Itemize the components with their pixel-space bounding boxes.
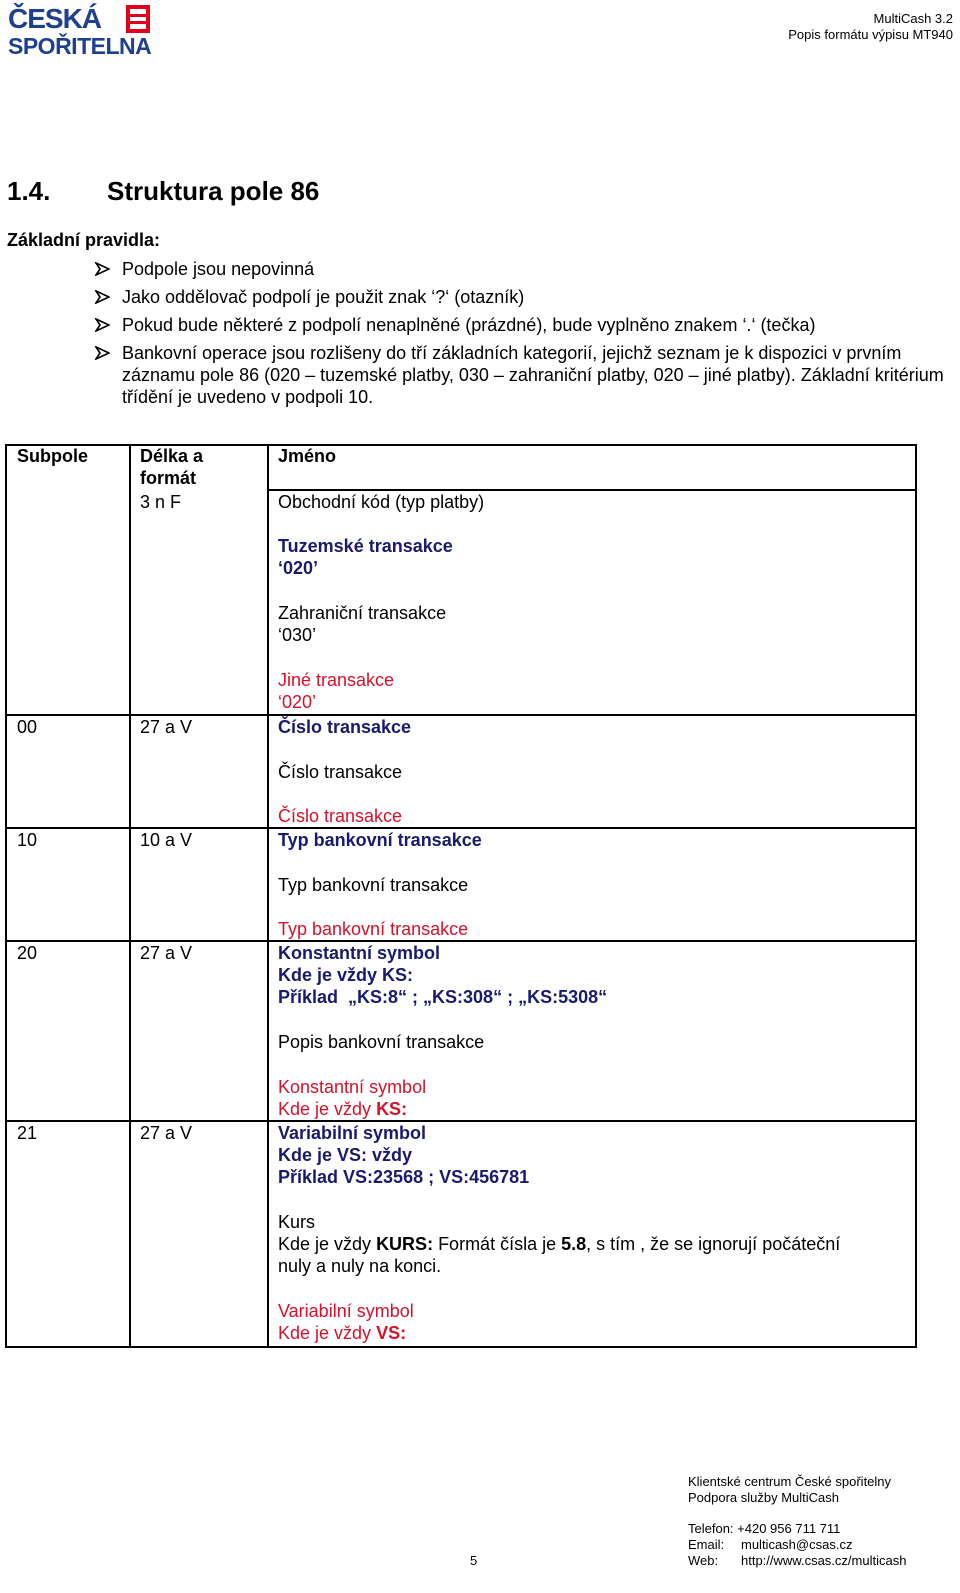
row3-jine-line2 (278, 1098, 407, 1120)
footer-email-row (688, 1537, 853, 1553)
row0-zahranicni-code: ‘030’ (278, 625, 317, 645)
row0-jine-code: ‘020’ (278, 692, 317, 712)
row0-zahranicni-label: Zahraniční transakce (278, 603, 447, 623)
footer-org-line2: Podpora služby MultiCash (688, 1490, 840, 1505)
header-jmeno: Jméno (278, 446, 337, 466)
footer-web-label: Web: (688, 1553, 719, 1568)
row4-tuzemske-line1: Variabilní symbol (278, 1123, 427, 1143)
row3-tuzemske-line2: Kde je vždy KS: (278, 965, 414, 985)
section-number: 1.4. (7, 176, 51, 206)
text-run: Formát čísla je (433, 1234, 562, 1254)
text-run-bold: KS: (376, 1099, 408, 1119)
text-run: Kde je vždy (278, 1234, 377, 1254)
text-run-bold: VS: (376, 1323, 407, 1343)
document-header-info (788, 11, 953, 43)
table-border (5, 444, 7, 1348)
row2-tuzemske: Typ bankovní transakce (278, 830, 482, 850)
row4-tuzemske-line3: Příklad VS:23568 ; VS:456781 (278, 1167, 530, 1187)
rule-item (95, 286, 945, 308)
footer-phone: Telefon: +420 956 711 711 (688, 1521, 841, 1536)
table-border (267, 444, 269, 1348)
header-subpole: Subpole (17, 446, 88, 466)
row4-zahranicni-line2 (278, 1233, 840, 1255)
row4-subpole: 21 (17, 1123, 38, 1143)
row4-jine-line2 (278, 1322, 406, 1344)
row3-jine-line1: Konstantní symbol (278, 1077, 427, 1097)
table-border (129, 444, 131, 1348)
footer-email-label: Email: (688, 1537, 725, 1552)
row3-zahranicni: Popis bankovní transakce (278, 1032, 485, 1052)
row1-subpole: 00 (17, 717, 38, 737)
header-delka-line2: formát (140, 468, 197, 488)
row0-name: Obchodní kód (typ platby) (278, 492, 485, 512)
arrow-bullet-icon (95, 346, 110, 360)
header-delka-line1: Délka a (140, 446, 204, 466)
rules-heading: Základní pravidla: (7, 230, 161, 250)
product-name: MultiCash 3.2 (873, 11, 953, 26)
arrow-bullet-icon (95, 290, 110, 304)
footer-web-link[interactable]: http://www.csas.cz/multicash (741, 1553, 907, 1568)
document-title: Popis formátu výpisu MT940 (788, 27, 953, 42)
ceska-sporitelna-logo (8, 3, 152, 61)
rule-text: Podpole jsou nepovinná (122, 259, 315, 279)
row2-delka: 10 a V (140, 830, 193, 850)
row4-jine-line1: Variabilní symbol (278, 1301, 414, 1321)
row4-tuzemske-line2: Kde je VS: vždy (278, 1145, 413, 1165)
footer-organization (688, 1474, 891, 1506)
subfield-table (5, 444, 917, 1348)
text-run: Kde je vždy (278, 1099, 377, 1119)
footer-contacts (688, 1521, 907, 1569)
text-run-bold: 5.8 (561, 1234, 587, 1254)
rules-list (95, 258, 945, 414)
row2-zahranicni: Typ bankovní transakce (278, 875, 469, 895)
table-border (915, 444, 917, 1348)
row1-zahranicni: Číslo transakce (278, 762, 403, 782)
bank-emblem-icon (126, 5, 150, 33)
logo-line-2: SPOŘITELNA (8, 33, 152, 59)
rule-text: Bankovní operace jsou rozlišeny do tří základních kategorií, jejichž seznam je k dispozici v prvním záznamu pole 86 (020 – tuzemské platby, 030 – zahraniční platby, 020 – jiné platby). Základní kritérium třídění je uvedeno v podpoli 10. (122, 343, 944, 407)
rule-item (95, 314, 945, 336)
row1-tuzemske: Číslo transakce (278, 717, 412, 737)
row2-jine: Typ bankovní transakce (278, 919, 469, 939)
section-title: Struktura pole 86 (107, 176, 320, 206)
row4-zahranicni-line3: nuly a nuly na konci. (278, 1256, 442, 1276)
row1-jine: Číslo transakce (278, 806, 403, 826)
arrow-bullet-icon (95, 318, 110, 332)
footer-org-line1: Klientské centrum České spořitelny (688, 1474, 892, 1489)
row1-delka: 27 a V (140, 717, 193, 737)
row3-tuzemske-line1: Konstantní symbol (278, 943, 441, 963)
table-border (5, 1346, 917, 1348)
arrow-bullet-icon (95, 262, 110, 276)
rule-text: Pokud bude některé z podpolí nenaplněné (prázdné), bude vyplněno znakem ‘.‘ (tečka) (122, 315, 816, 335)
row0-jine-label: Jiné transakce (278, 670, 395, 690)
row4-zahranicni-line1: Kurs (278, 1212, 316, 1232)
logo-line-1: ČESKÁ (8, 3, 102, 34)
row0-tuzemske-code: ‘020’ (278, 558, 319, 578)
row3-tuzemske-line3: Příklad „KS:8“ ; „KS:308“ ; „KS:5308“ (278, 987, 608, 1007)
footer-email-link[interactable]: multicash@csas.cz (741, 1537, 853, 1552)
text-run-bold: KURS: (376, 1234, 434, 1254)
rule-text: Jako oddělovač podpolí je použit znak ‘?‘ (otazník) (122, 287, 525, 307)
rule-item (95, 342, 945, 408)
row4-delka: 27 a V (140, 1123, 193, 1143)
page-number: 5 (470, 1553, 478, 1568)
row3-delka: 27 a V (140, 943, 193, 963)
row0-tuzemske-label: Tuzemské transakce (278, 536, 453, 556)
text-run: , s tím , že se ignorují počáteční (586, 1234, 841, 1254)
text-run: Kde je vždy (278, 1323, 377, 1343)
row2-subpole: 10 (17, 830, 38, 850)
row3-subpole: 20 (17, 943, 38, 963)
row0-delka: 3 n F (140, 492, 182, 512)
rule-item (95, 258, 945, 280)
footer-web-row (688, 1553, 907, 1569)
